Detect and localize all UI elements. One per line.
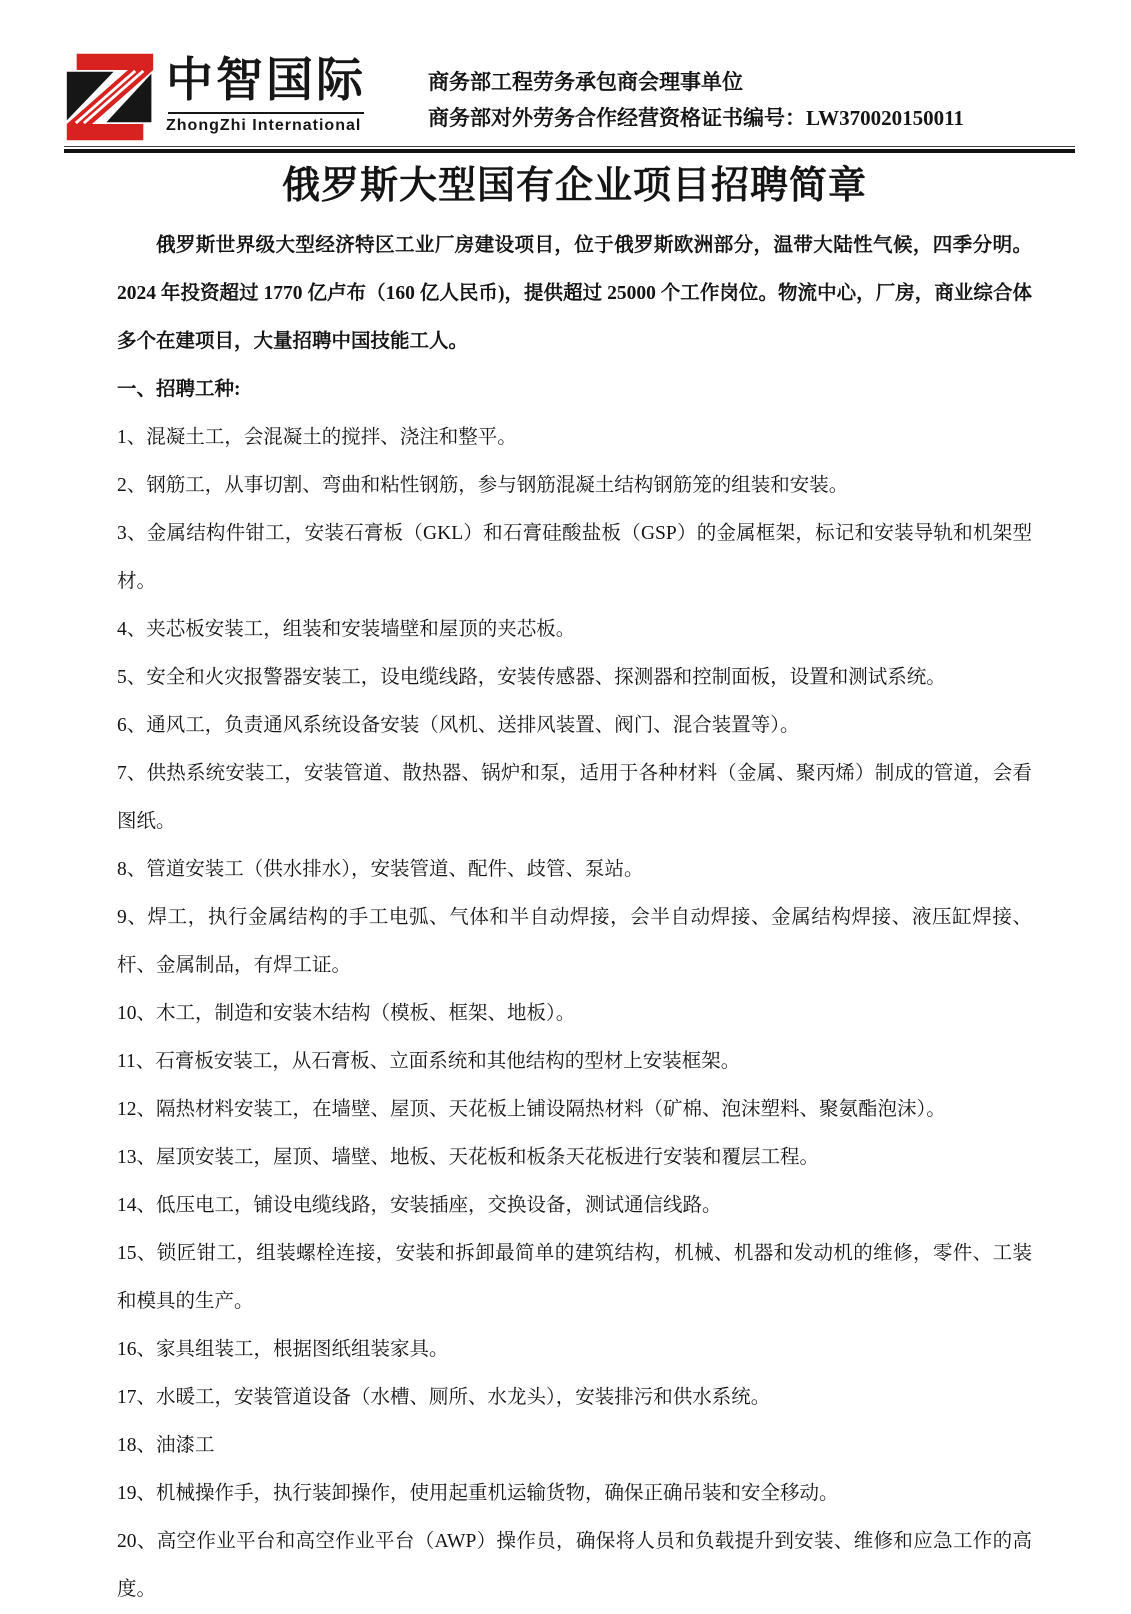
job-item: 16、家具组装工，根据图纸组装家具。	[117, 1339, 449, 1360]
letterhead	[64, 52, 1075, 142]
job-item: 17、水暖工，安装管道设备（水槽、厕所、水龙头），安装排污和供水系统。	[117, 1387, 771, 1408]
job-list	[117, 414, 1032, 1614]
intro-paragraph: 俄罗斯世界级大型经济特区工业厂房建设项目，位于俄罗斯欧洲部分，温带大陆性气候，四季分明。2024 年投资超过 1770 亿卢布（160 亿人民币)，提供超过 25000 个工作岗位。物流中心，厂房，商业综合体多个在建项目，大量招聘中国技能工人。	[117, 235, 1032, 352]
job-item: 5、安全和火灾报警器安装工，设电缆线路，安装传感器、探测器和控制面板，设置和测试系统。	[117, 667, 946, 688]
section-heading: 一、招聘工种:	[117, 379, 241, 400]
job-item: 15、锁匠钳工，组装螺栓连接，安装和拆卸最简单的建筑结构，机械、机器和发动机的维修，零件、工装和模具的生产。	[117, 1243, 1032, 1312]
job-item: 6、通风工，负责通风系统设备安装（风机、送排风装置、阀门、混合装置等）。	[117, 715, 800, 736]
logo-name-en: ZhongZhi International	[166, 117, 362, 134]
page-title: 俄罗斯大型国有企业项目招聘简章	[281, 165, 867, 207]
document-body	[117, 160, 1032, 1614]
job-item: 1、混凝土工，会混凝土的搅拌、浇注和整平。	[117, 427, 517, 448]
job-item: 12、隔热材料安装工，在墙壁、屋顶、天花板上铺设隔热材料（矿棉、泡沫塑料、聚氨酯泡沫）。	[117, 1099, 946, 1120]
job-item: 4、夹芯板安装工，组装和安装墙壁和屋顶的夹芯板。	[117, 619, 576, 640]
job-item: 20、高空作业平台和高空作业平台（AWP）操作员，确保将人员和负载提升到安装、维修和应急工作的高度。	[117, 1531, 1032, 1600]
job-item: 11、石膏板安装工，从石膏板、立面系统和其他结构的型材上安装框架。	[117, 1051, 741, 1072]
logo-wordmark	[166, 52, 366, 135]
job-item: 18、油漆工	[117, 1435, 215, 1456]
credential-lines	[428, 52, 964, 136]
job-item: 10、木工，制造和安装木结构（模板、框架、地板）。	[117, 1003, 576, 1024]
job-item: 3、金属结构件钳工，安装石膏板（GKL）和石膏硅酸盐板（GSP）的金属框架，标记和安装导轨和机架型材。	[117, 523, 1032, 592]
job-item: 7、供热系统安装工，安装管道、散热器、锅炉和泵，适用于各种材料（金属、聚丙烯）制成的管道，会看图纸。	[117, 763, 1032, 832]
logo-divider	[168, 112, 364, 114]
credential-line-2: 商务部对外劳务合作经营资格证书编号：LW370020150011	[428, 106, 964, 130]
job-item: 2、钢筋工，从事切割、弯曲和粘性钢筋，参与钢筋混凝土结构钢筋笼的组装和安装。	[117, 475, 849, 496]
job-item: 8、管道安装工（供水排水），安装管道、配件、歧管、泵站。	[117, 859, 644, 880]
job-item: 14、低压电工，铺设电缆线路，安装插座，交换设备，测试通信线路。	[117, 1195, 722, 1216]
credential-line-1: 商务部工程劳务承包商会理事单位	[428, 70, 743, 94]
job-item: 19、机械操作手，执行装卸操作，使用起重机运输货物，确保正确吊装和安全移动。	[117, 1483, 839, 1504]
job-item: 13、屋顶安装工，屋顶、墙壁、地板、天花板和板条天花板进行安装和覆层工程。	[117, 1147, 820, 1168]
header-rule	[64, 146, 1075, 153]
company-logo	[64, 52, 366, 142]
zhongzhi-z-logo-icon	[64, 52, 156, 142]
job-item: 9、焊工，执行金属结构的手工电弧、气体和半自动焊接，会半自动焊接、金属结构焊接、液压缸焊接、杆、金属制品，有焊工证。	[117, 907, 1032, 976]
logo-name-cn: 中智国际	[166, 53, 366, 106]
